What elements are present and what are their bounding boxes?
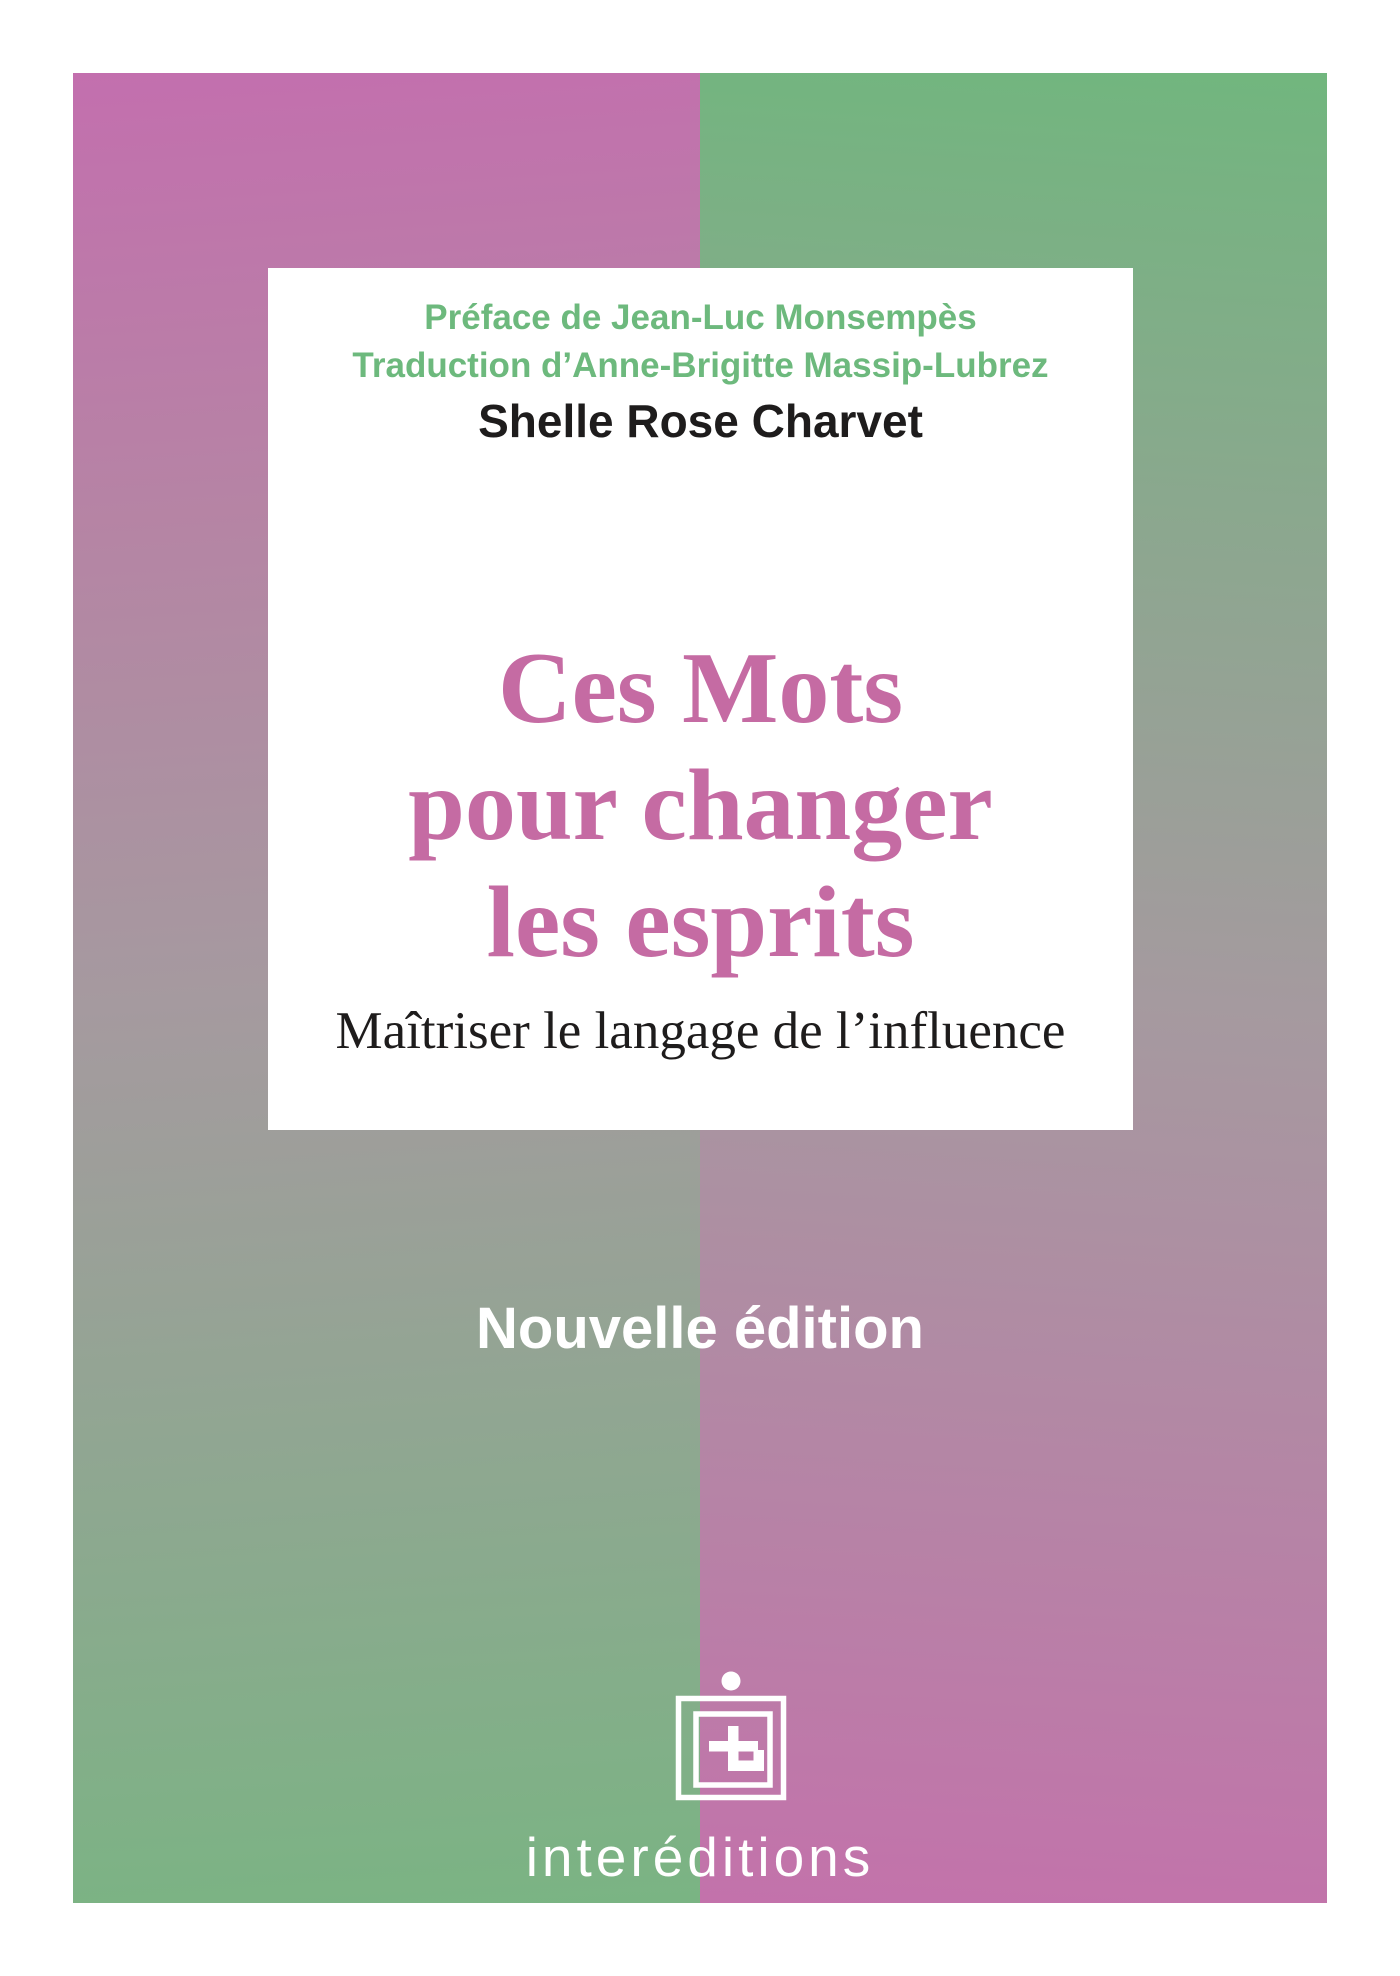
book-subtitle: Maîtriser le langage de l’influence — [335, 1002, 1066, 1060]
title-line-3: les esprits — [486, 866, 915, 979]
publisher-logo-icon — [673, 1671, 791, 1803]
title-card — [268, 268, 1133, 1130]
logo-dot — [722, 1672, 741, 1691]
logo-e-tail-vertical — [754, 1750, 765, 1771]
title-line-1: Ces Mots — [497, 632, 904, 745]
publisher-name: interéditions — [525, 1826, 875, 1888]
logo-e-stem — [728, 1726, 739, 1771]
preface-credits — [268, 294, 1133, 390]
book-cover — [73, 73, 1327, 1903]
translation-line: Traduction d’Anne-Brigitte Massip-Lubrez — [352, 346, 1049, 385]
book-title — [268, 630, 1133, 981]
preface-line: Préface de Jean-Luc Monsempès — [424, 298, 977, 337]
edition-label: Nouvelle édition — [476, 1296, 924, 1361]
title-line-2: pour changer — [408, 749, 993, 862]
author-name: Shelle Rose Charvet — [478, 395, 923, 447]
